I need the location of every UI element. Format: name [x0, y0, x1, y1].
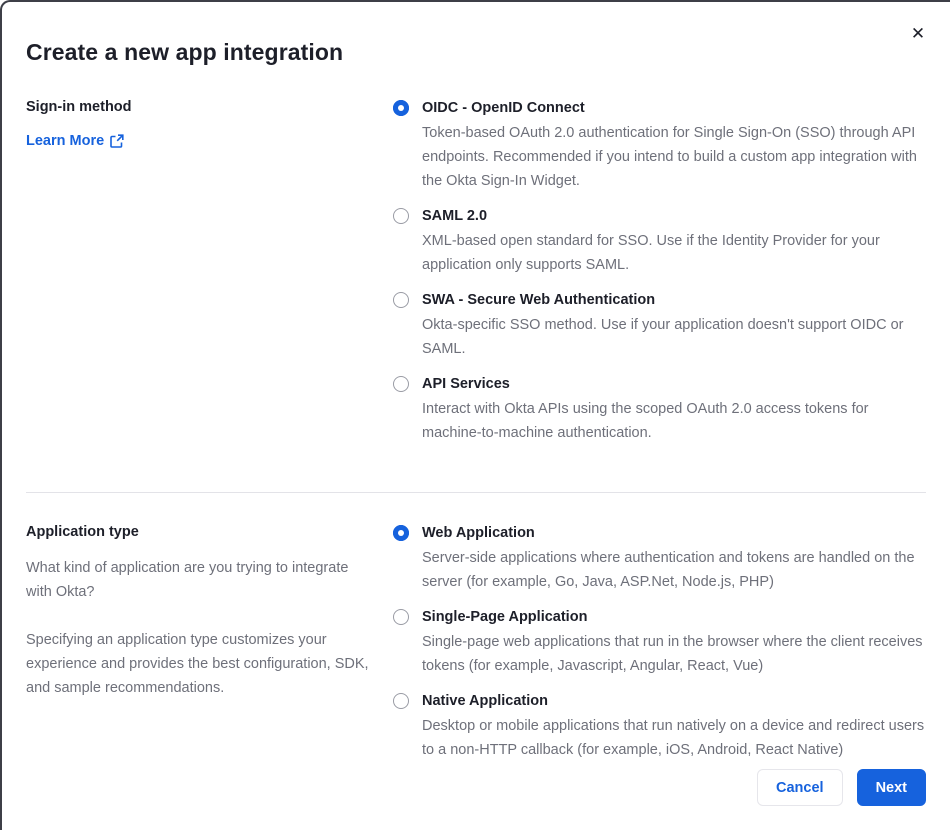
section-divider [26, 492, 926, 493]
radio-option-label[interactable]: Native Application [422, 693, 548, 709]
radio-option-description: XML-based open standard for SSO. Use if the Identity Provider for your application only supports SAML. [422, 233, 880, 273]
radio-button-web-application[interactable] [393, 525, 409, 541]
radio-button-swa[interactable] [393, 292, 409, 308]
radio-option-label[interactable]: API Services [422, 376, 510, 392]
radio-option-description: Desktop or mobile applications that run natively on a device and redirect users to a non-HTTP callback (for example, iOS, Android, React Native) [422, 718, 925, 758]
radio-option-description: Server-side applications where authentication and tokens are handled on the server (for example, Go, Java, ASP.Net, Node.js, PHP) [422, 550, 915, 590]
radio-option-description: Token-based OAuth 2.0 authentication for Single Sign-On (SSO) through API endpoints. Recommended if you intend to build a custom app integration with the Okta Sign-In Widget. [422, 125, 917, 189]
radio-option-label[interactable]: SWA - Secure Web Authentication [422, 292, 656, 308]
next-button[interactable]: Next [857, 769, 926, 806]
radio-option-label[interactable]: SAML 2.0 [422, 208, 488, 224]
radio-button-native-application[interactable] [393, 693, 409, 709]
dialog-footer [757, 769, 926, 806]
radio-option-api-services[interactable] [393, 373, 926, 445]
radio-option-description: Single-page web applications that run in the browser where the client receives tokens (for example, Javascript, Angular, React, Vue) [422, 634, 923, 674]
application-type-description-2: Specifying an application type customizes your experience and provides the best configuration, SDK, and sample recommendations. [26, 632, 369, 696]
radio-option-native-application[interactable] [393, 690, 926, 762]
radio-option-swa[interactable] [393, 289, 926, 361]
radio-option-label[interactable]: Web Application [422, 525, 535, 541]
radio-button-api-services[interactable] [393, 376, 409, 392]
radio-option-web-application[interactable] [393, 522, 926, 594]
signin-method-label: Sign-in method [26, 99, 132, 115]
radio-button-saml[interactable] [393, 208, 409, 224]
page-title: Create a new app integration [26, 39, 344, 65]
external-link-icon [110, 134, 124, 148]
application-type-description-1: What kind of application are you trying to integrate with Okta? [26, 560, 349, 600]
radio-option-description: Interact with Okta APIs using the scoped OAuth 2.0 access tokens for machine-to-machine authentication. [422, 401, 869, 441]
radio-option-saml[interactable] [393, 205, 926, 277]
cancel-button[interactable]: Cancel [757, 769, 843, 806]
radio-option-single-page-application[interactable] [393, 606, 926, 678]
radio-option-label[interactable]: OIDC - OpenID Connect [422, 100, 585, 116]
radio-option-description: Okta-specific SSO method. Use if your application doesn't support OIDC or SAML. [422, 317, 904, 357]
learn-more-label: Learn More [26, 133, 105, 149]
radio-button-single-page-application[interactable] [393, 609, 409, 625]
radio-option-oidc[interactable] [393, 97, 926, 193]
application-type-section [26, 522, 926, 774]
learn-more-link[interactable] [26, 131, 124, 151]
radio-button-oidc[interactable] [393, 100, 409, 116]
signin-method-section [26, 97, 926, 457]
close-icon[interactable]: ✕ [906, 22, 930, 46]
radio-option-label[interactable]: Single-Page Application [422, 609, 588, 625]
application-type-label: Application type [26, 524, 139, 540]
